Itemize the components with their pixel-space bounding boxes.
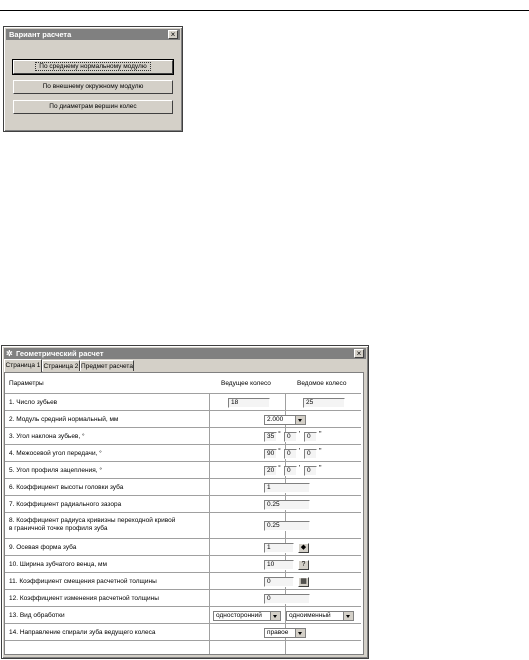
pressure-angle-deg-input[interactable]: 20 bbox=[264, 466, 277, 476]
chevron-down-icon[interactable] bbox=[270, 612, 280, 620]
diamond-icon: ◆ bbox=[300, 544, 307, 551]
table-row bbox=[5, 496, 361, 513]
table-row bbox=[5, 539, 361, 556]
pressure-angle-min-input[interactable]: 0 bbox=[284, 466, 297, 476]
second-sign: " bbox=[319, 465, 322, 472]
spiral-direction-select[interactable] bbox=[264, 628, 306, 638]
minute-sign: ' bbox=[299, 431, 301, 438]
chevron-down-icon[interactable] bbox=[295, 416, 305, 424]
row-label: 2. Модуль средний нормальный, мм bbox=[9, 416, 119, 423]
machining-type-select[interactable] bbox=[286, 611, 354, 621]
table-row bbox=[5, 394, 361, 411]
header-driven: Ведомое колесо bbox=[297, 380, 347, 387]
second-sign: " bbox=[319, 431, 322, 438]
addendum-coef-input[interactable]: 1 bbox=[264, 483, 310, 493]
second-sign: " bbox=[319, 448, 322, 455]
gear-icon: ✲ bbox=[6, 349, 13, 358]
calculator-icon: ▦ bbox=[300, 578, 307, 585]
table-header bbox=[5, 373, 361, 394]
table-row bbox=[5, 624, 361, 641]
table-row bbox=[5, 607, 361, 624]
button-label: По внешнему окружному модулю bbox=[42, 83, 144, 90]
close-button[interactable]: × bbox=[168, 30, 178, 39]
degree-sign: ° bbox=[278, 448, 281, 455]
row-label: 1. Число зубьев bbox=[9, 399, 58, 406]
row-label: 10. Ширина зубчатого венца, мм bbox=[9, 561, 107, 568]
fillet-radius-coef-input[interactable]: 0.25 bbox=[264, 521, 310, 531]
degree-sign: ° bbox=[278, 431, 281, 438]
thickness-shift-coef-input[interactable]: 0 bbox=[264, 577, 294, 587]
table-row bbox=[5, 590, 361, 607]
shaft-angle-min-input[interactable]: 0 bbox=[284, 449, 297, 459]
select-value: одноименный bbox=[289, 612, 331, 619]
help-button[interactable]: ? bbox=[298, 560, 309, 570]
parameters-table bbox=[4, 372, 364, 655]
row-label: 13. Вид обработки bbox=[9, 612, 65, 619]
pressure-angle-sec-input[interactable]: 0 bbox=[304, 466, 317, 476]
row-label-line2: в граничной точке профиля зуба bbox=[9, 525, 108, 532]
tip-diameters-button[interactable] bbox=[13, 100, 173, 114]
select-value: правое bbox=[267, 629, 289, 636]
table-row bbox=[5, 573, 361, 590]
row-label: 5. Угол профиля зацепления, ° bbox=[9, 467, 102, 474]
teeth-driven-input[interactable]: 25 bbox=[303, 398, 345, 408]
tab-subject[interactable]: Предмет расчета bbox=[80, 360, 134, 371]
minute-sign: ' bbox=[299, 465, 301, 472]
chevron-down-icon[interactable] bbox=[343, 612, 353, 620]
mean-normal-module-button[interactable] bbox=[13, 60, 173, 74]
table-row bbox=[5, 556, 361, 573]
table-row bbox=[5, 479, 361, 496]
module-select[interactable] bbox=[264, 415, 306, 425]
tooth-form-picker-button[interactable] bbox=[298, 543, 309, 553]
calculator-button[interactable] bbox=[298, 577, 309, 587]
row-label: 3. Угол наклона зубьев, ° bbox=[9, 433, 85, 440]
select-value: 2.000 bbox=[267, 416, 284, 423]
header-params: Параметры bbox=[9, 380, 44, 387]
teeth-driving-input[interactable]: 18 bbox=[228, 398, 270, 408]
button-label: По среднему нормальному модулю bbox=[35, 62, 150, 71]
table-row bbox=[5, 428, 361, 445]
title-bar bbox=[6, 29, 180, 40]
table-row bbox=[5, 513, 361, 539]
helix-min-input[interactable]: 0 bbox=[284, 432, 297, 442]
thickness-change-coef-input[interactable]: 0 bbox=[264, 594, 310, 604]
axial-form-input[interactable]: 1 bbox=[264, 543, 294, 553]
window-title: Геометрический расчет bbox=[16, 349, 104, 358]
dialog-title: Вариант расчета bbox=[9, 30, 72, 39]
tab-page-2[interactable]: Страница 2 bbox=[42, 360, 80, 371]
calc-variant-dialog bbox=[3, 26, 183, 132]
helix-deg-input[interactable]: 35 bbox=[264, 432, 277, 442]
face-width-input[interactable]: 10 bbox=[264, 560, 294, 570]
clearance-coef-input[interactable]: 0.25 bbox=[264, 500, 310, 510]
row-label: 9. Осевая форма зуба bbox=[9, 544, 77, 551]
machining-side-select[interactable] bbox=[213, 611, 281, 621]
row-label: 4. Межосевой угол передачи, ° bbox=[9, 450, 102, 457]
row-label: 8. Коэффициент радиуса кривизны переходной кривой bbox=[9, 517, 176, 524]
shaft-angle-sec-input[interactable]: 0 bbox=[304, 449, 317, 459]
title-bar bbox=[4, 348, 366, 359]
button-label: По диаметрам вершин колес bbox=[49, 103, 137, 110]
chevron-down-icon[interactable] bbox=[295, 629, 305, 637]
row-label: 6. Коэффициент высоты головки зуба bbox=[9, 484, 124, 491]
table-row bbox=[5, 462, 361, 479]
table-row bbox=[5, 411, 361, 428]
row-label: 14. Направление спирали зуба ведущего колеса bbox=[9, 629, 156, 636]
degree-sign: ° bbox=[278, 465, 281, 472]
close-button[interactable]: × bbox=[354, 349, 364, 358]
minute-sign: ' bbox=[299, 448, 301, 455]
header-driving: Ведущее колесо bbox=[221, 380, 271, 387]
shaft-angle-deg-input[interactable]: 90 bbox=[264, 449, 277, 459]
outer-circular-module-button[interactable] bbox=[13, 80, 173, 94]
select-value: односторонний bbox=[216, 612, 262, 619]
row-label: 7. Коэффициент радиального зазора bbox=[9, 501, 122, 508]
row-label: 12. Коэффициент изменения расчетной толщины bbox=[9, 595, 159, 602]
row-label: 11. Коэффициент смещения расчетной толщины bbox=[9, 578, 157, 585]
tab-page-1[interactable]: Страница 1 bbox=[4, 359, 42, 372]
page-top-rule bbox=[0, 10, 529, 11]
table-row bbox=[5, 445, 361, 462]
helix-sec-input[interactable]: 0 bbox=[304, 432, 317, 442]
